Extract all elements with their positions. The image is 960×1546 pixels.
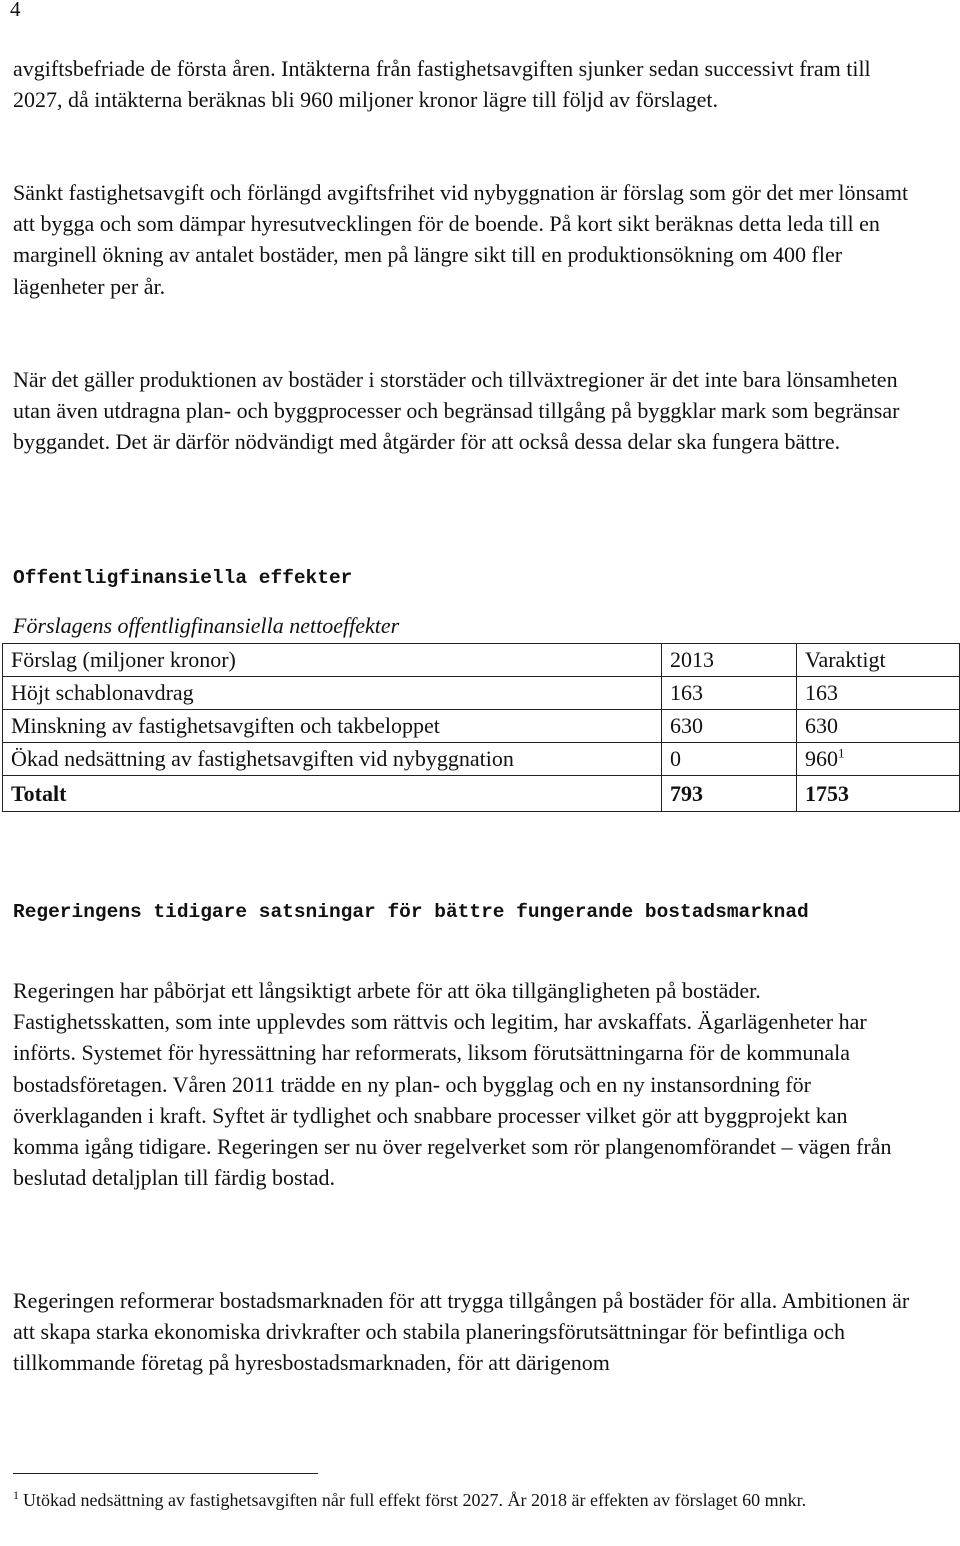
page-number: 4 bbox=[10, 0, 21, 21]
table-cell: 0 bbox=[662, 743, 797, 776]
paragraph-5: Regeringen reformerar bostadsmarknaden för att trygga tillgången på bostäder för alla. Ambitionen är att skapa starka ekonomiska drivkrafter och stabila planeringsförutsättningar för befintliga och tillkommande företag på hyresbostadsmarknaden, för att därigenom bbox=[13, 1288, 910, 1376]
table-row bbox=[3, 743, 960, 776]
section-heading-previous-measures: Regeringens tidigare satsningar för bättre fungerande bostadsmarknad bbox=[13, 901, 809, 923]
table-row bbox=[3, 710, 960, 743]
table-cell: Höjt schablonavdrag bbox=[3, 677, 662, 710]
footnote-text: Utökad nedsättning av fastighetsavgiften når full effekt först 2027. År 2018 är effekten av förslaget 60 mnkr. bbox=[23, 1490, 807, 1510]
paragraph-1: avgiftsbefriade de första åren. Intäkterna från fastighetsavgiften sjunker sedan successivt fram till 2027, då intäkterna beräknas bli 960 miljoner kronor lägre till följd av förslaget. bbox=[13, 56, 871, 113]
table-header-row bbox=[3, 644, 960, 677]
table-cell: Ökad nedsättning av fastighetsavgiften vid nybyggnation bbox=[3, 743, 662, 776]
table-cell-value: 960 bbox=[805, 746, 838, 771]
table-total-cell: 1753 bbox=[797, 776, 960, 812]
paragraph-4: Regeringen har påbörjat ett långsiktigt arbete för att öka tillgängligheten på bostäder. Fastighetsskatten, som inte upplevdes som rättvis och legitim, har avskaffats. Ägarlägenheter har införts. Systemet för hyressättning har reformerats, liksom förutsättningarna för de kommunala bostadsföretagen. Våren 2011 trädde en ny plan- och bygglag och en ny instansordning för överklaganden i kraft. Syftet är tydlighet och snabbare processer vilket gör att byggprojekt kan komma igång tidigare. Regeringen ser nu över regelverket som rör plangenomförandet – vägen från beslutad detaljplan till färdig bostad. bbox=[13, 978, 892, 1191]
table-cell: 630 bbox=[797, 710, 960, 743]
table-row bbox=[3, 677, 960, 710]
footnote-mark: 1 bbox=[13, 1488, 19, 1502]
table-total-cell: 793 bbox=[662, 776, 797, 812]
table-header-cell: Förslag (miljoner kronor) bbox=[3, 644, 662, 677]
paragraph-3: När det gäller produktionen av bostäder i storstäder och tillväxtregioner är det inte bara lönsamheten utan även utdragna plan- och byggprocesser och begränsad tillgång på byggklar mark som begränsar byggandet. Det är därför nödvändigt med åtgärder för att också dessa delar ska fungera bättre. bbox=[13, 367, 900, 455]
effects-table bbox=[2, 643, 960, 812]
table-total-label: Totalt bbox=[3, 776, 662, 812]
table-cell: 630 bbox=[662, 710, 797, 743]
footnote-reference[interactable]: 1 bbox=[838, 745, 845, 761]
table-cell bbox=[797, 743, 960, 776]
table-caption: Förslagens offentligfinansiella nettoeffekter bbox=[13, 613, 400, 638]
table-header-cell: 2013 bbox=[662, 644, 797, 677]
table-cell: 163 bbox=[662, 677, 797, 710]
table-cell: 163 bbox=[797, 677, 960, 710]
table-header-cell: Varaktigt bbox=[797, 644, 960, 677]
section-heading-public-finance: Offentligfinansiella effekter bbox=[13, 567, 353, 589]
table-cell: Minskning av fastighetsavgiften och takbeloppet bbox=[3, 710, 662, 743]
footnote bbox=[13, 1487, 913, 1514]
footnote-divider bbox=[13, 1473, 318, 1474]
paragraph-2: Sänkt fastighetsavgift och förlängd avgiftsfrihet vid nybyggnation är förslag som gör det mer lönsamt att bygga och som dämpar hyresutvecklingen för de boende. På kort sikt beräknas detta leda till en marginell ökning av antalet bostäder, men på längre sikt till en produktionsökning om 400 fler lägenheter per år. bbox=[13, 180, 909, 299]
table-total-row bbox=[3, 776, 960, 812]
